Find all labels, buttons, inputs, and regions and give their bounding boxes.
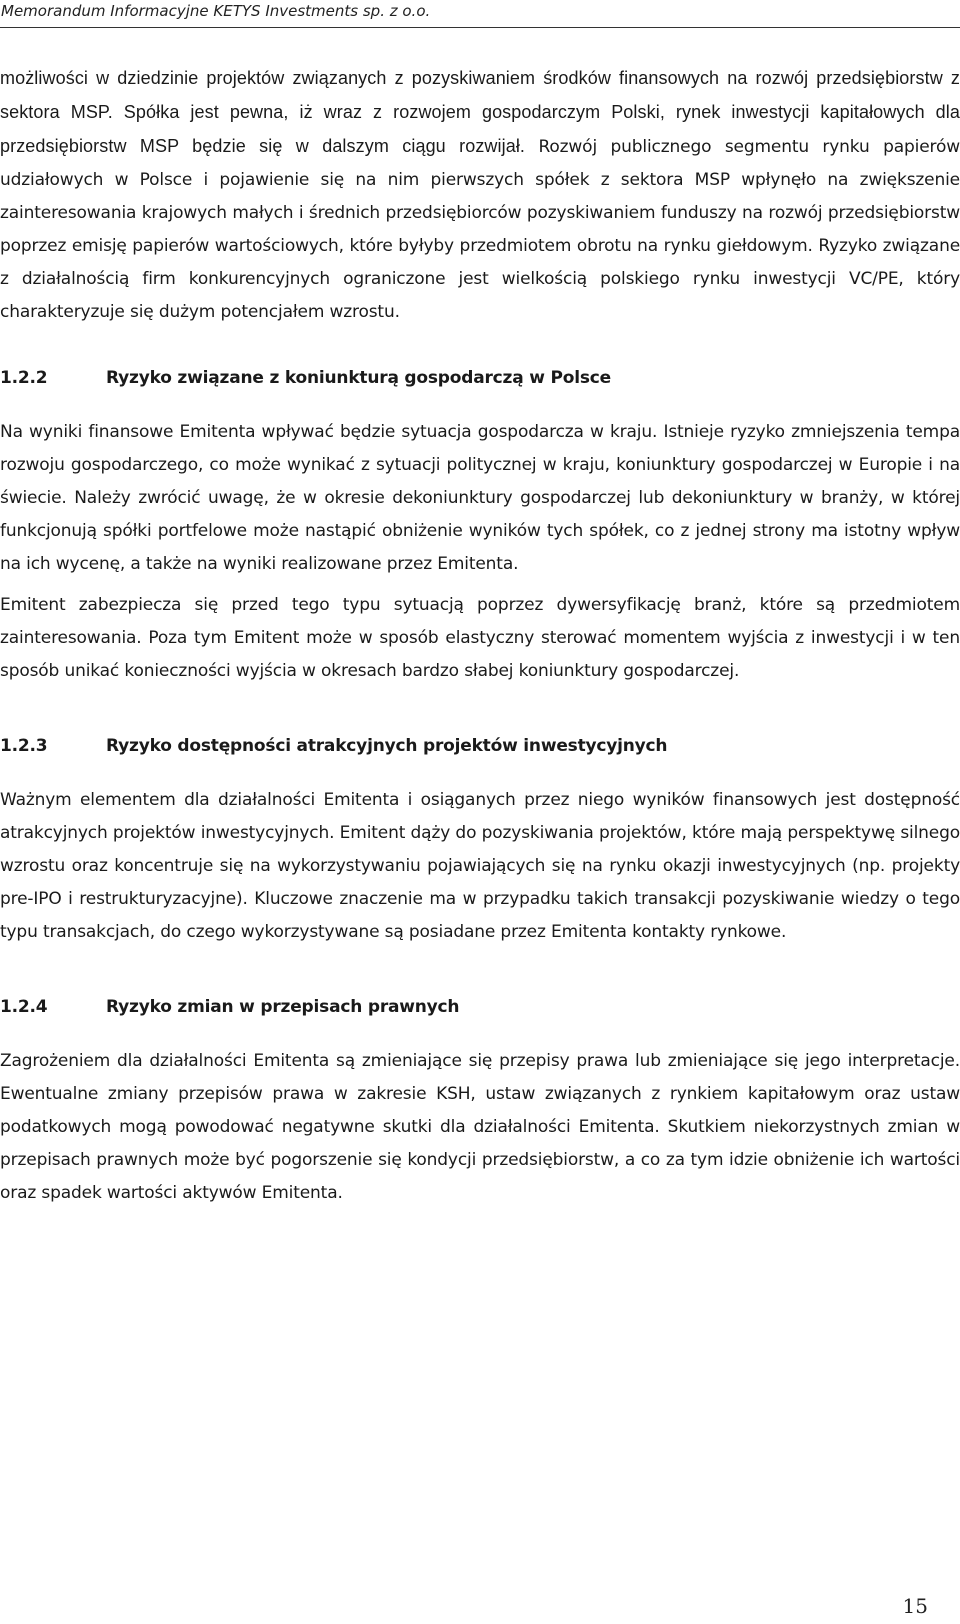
section-title: Ryzyko dostępności atrakcyjnych projektów inwestycyjnych	[106, 736, 668, 756]
section-heading-1-2-3	[0, 734, 960, 758]
intro-text-part2: Rozwój publicznego segmentu rynku papierów udziałowych w Polsce i pojawienie się na nim pierwszych spółek z sektora MSP wpłynęło na zwiększenie zainteresowania krajowych małych i średnich przedsiębiorców pozyskiwaniem funduszy na rozwój przedsiębiorstw poprzez emisję papierów wartościowych, które byłyby przedmiotem obrotu na rynku giełdowym. Ryzyko związane z działalnością firm konkurencyjnych ograniczone jest wielkością polskiego rynku inwestycji VC/PE, który charakteryzuje się dużym potencjałem wzrostu.	[0, 137, 960, 322]
intro-paragraph	[0, 62, 960, 329]
intro-text-part1: możliwości w dziedzinie projektów związanych z pozyskiwaniem środków finansowych na rozwój przedsiębiorstw z sektora MSP. Spółka jest pewna, iż wraz z rozwojem gospodarczym Polski, rynek inwestycji kapitałowych dla przedsiębiorstw MSP będzie się w dalszym ciągu rozwijał.	[0, 68, 960, 156]
section-paragraph: Zagrożeniem dla działalności Emitenta są zmieniające się przepisy prawa lub zmieniające się jego interpretacje. Ewentualne zmiany przepisów prawa w zakresie KSH, ustaw związanych z rynkiem kapitałowym oraz ustaw podatkowych mogą powodować negatywne skutki dla działalności Emitenta. Skutkiem niekorzystnych zmian w przepisach prawnych może być pogorszenie się kondycji przedsiębiorstw, a co za tym idzie obniżenie ich wartości oraz spadek wartości aktywów Emitenta.	[0, 1051, 960, 1203]
document-title: Memorandum Informacyjne KETYS Investments sp. z o.o.	[1, 2, 431, 20]
section-paragraph: Ważnym elementem dla działalności Emitenta i osiąganych przez niego wyników finansowych jest dostępność atrakcyjnych projektów inwestycyjnych. Emitent dąży do pozyskiwania projektów, które mają perspektywę silnego wzrostu oraz koncentruje się na wykorzystywaniu pojawiających się na rynku okazji inwestycyjnych (np. projekty pre-IPO i restrukturyzacyjne). Kluczowe znaczenie ma w przypadku takich transakcji pozyskiwanie wiedzy o tego typu transakcjach, do czego wykorzystywane są posiadane przez Emitenta kontakty rynkowe.	[0, 790, 960, 942]
section-number: 1.2.3	[0, 736, 48, 756]
page-number: 15	[902, 1594, 928, 1618]
section-heading-1-2-2	[0, 366, 960, 390]
section-title: Ryzyko związane z koniunkturą gospodarczą w Polsce	[106, 368, 611, 388]
page-body	[0, 62, 960, 1210]
section-number: 1.2.2	[0, 368, 48, 388]
section-paragraph: Emitent zabezpiecza się przed tego typu sytuacją poprzez dywersyfikację branż, które są przedmiotem zainteresowania. Poza tym Emitent może w sposób elastyczny sterować momentem wyjścia z inwestycji i w ten sposób unikać konieczności wyjścia w okresach bardzo słabej koniunktury gospodarczej.	[0, 595, 960, 681]
section-heading-1-2-4	[0, 995, 960, 1019]
section-paragraph: Na wyniki finansowe Emitenta wpływać będzie sytuacja gospodarcza w kraju. Istnieje ryzyko zmniejszenia tempa rozwoju gospodarczego, co może wynikać z sytuacji politycznej w kraju, koniunktury gospodarczej w Europie i na świecie. Należy zwrócić uwagę, że w okresie dekoniunktury gospodarczej lub dekoniunktury w branży, w której funkcjonują spółki portfelowe może nastąpić obniżenie wyników tych spółek, co z jednej strony ma istotny wpływ na ich wycenę, a także na wyniki realizowane przez Emitenta.	[0, 422, 960, 574]
section-number: 1.2.4	[0, 997, 48, 1017]
running-header	[0, 0, 960, 28]
section-title: Ryzyko zmian w przepisach prawnych	[106, 997, 460, 1017]
